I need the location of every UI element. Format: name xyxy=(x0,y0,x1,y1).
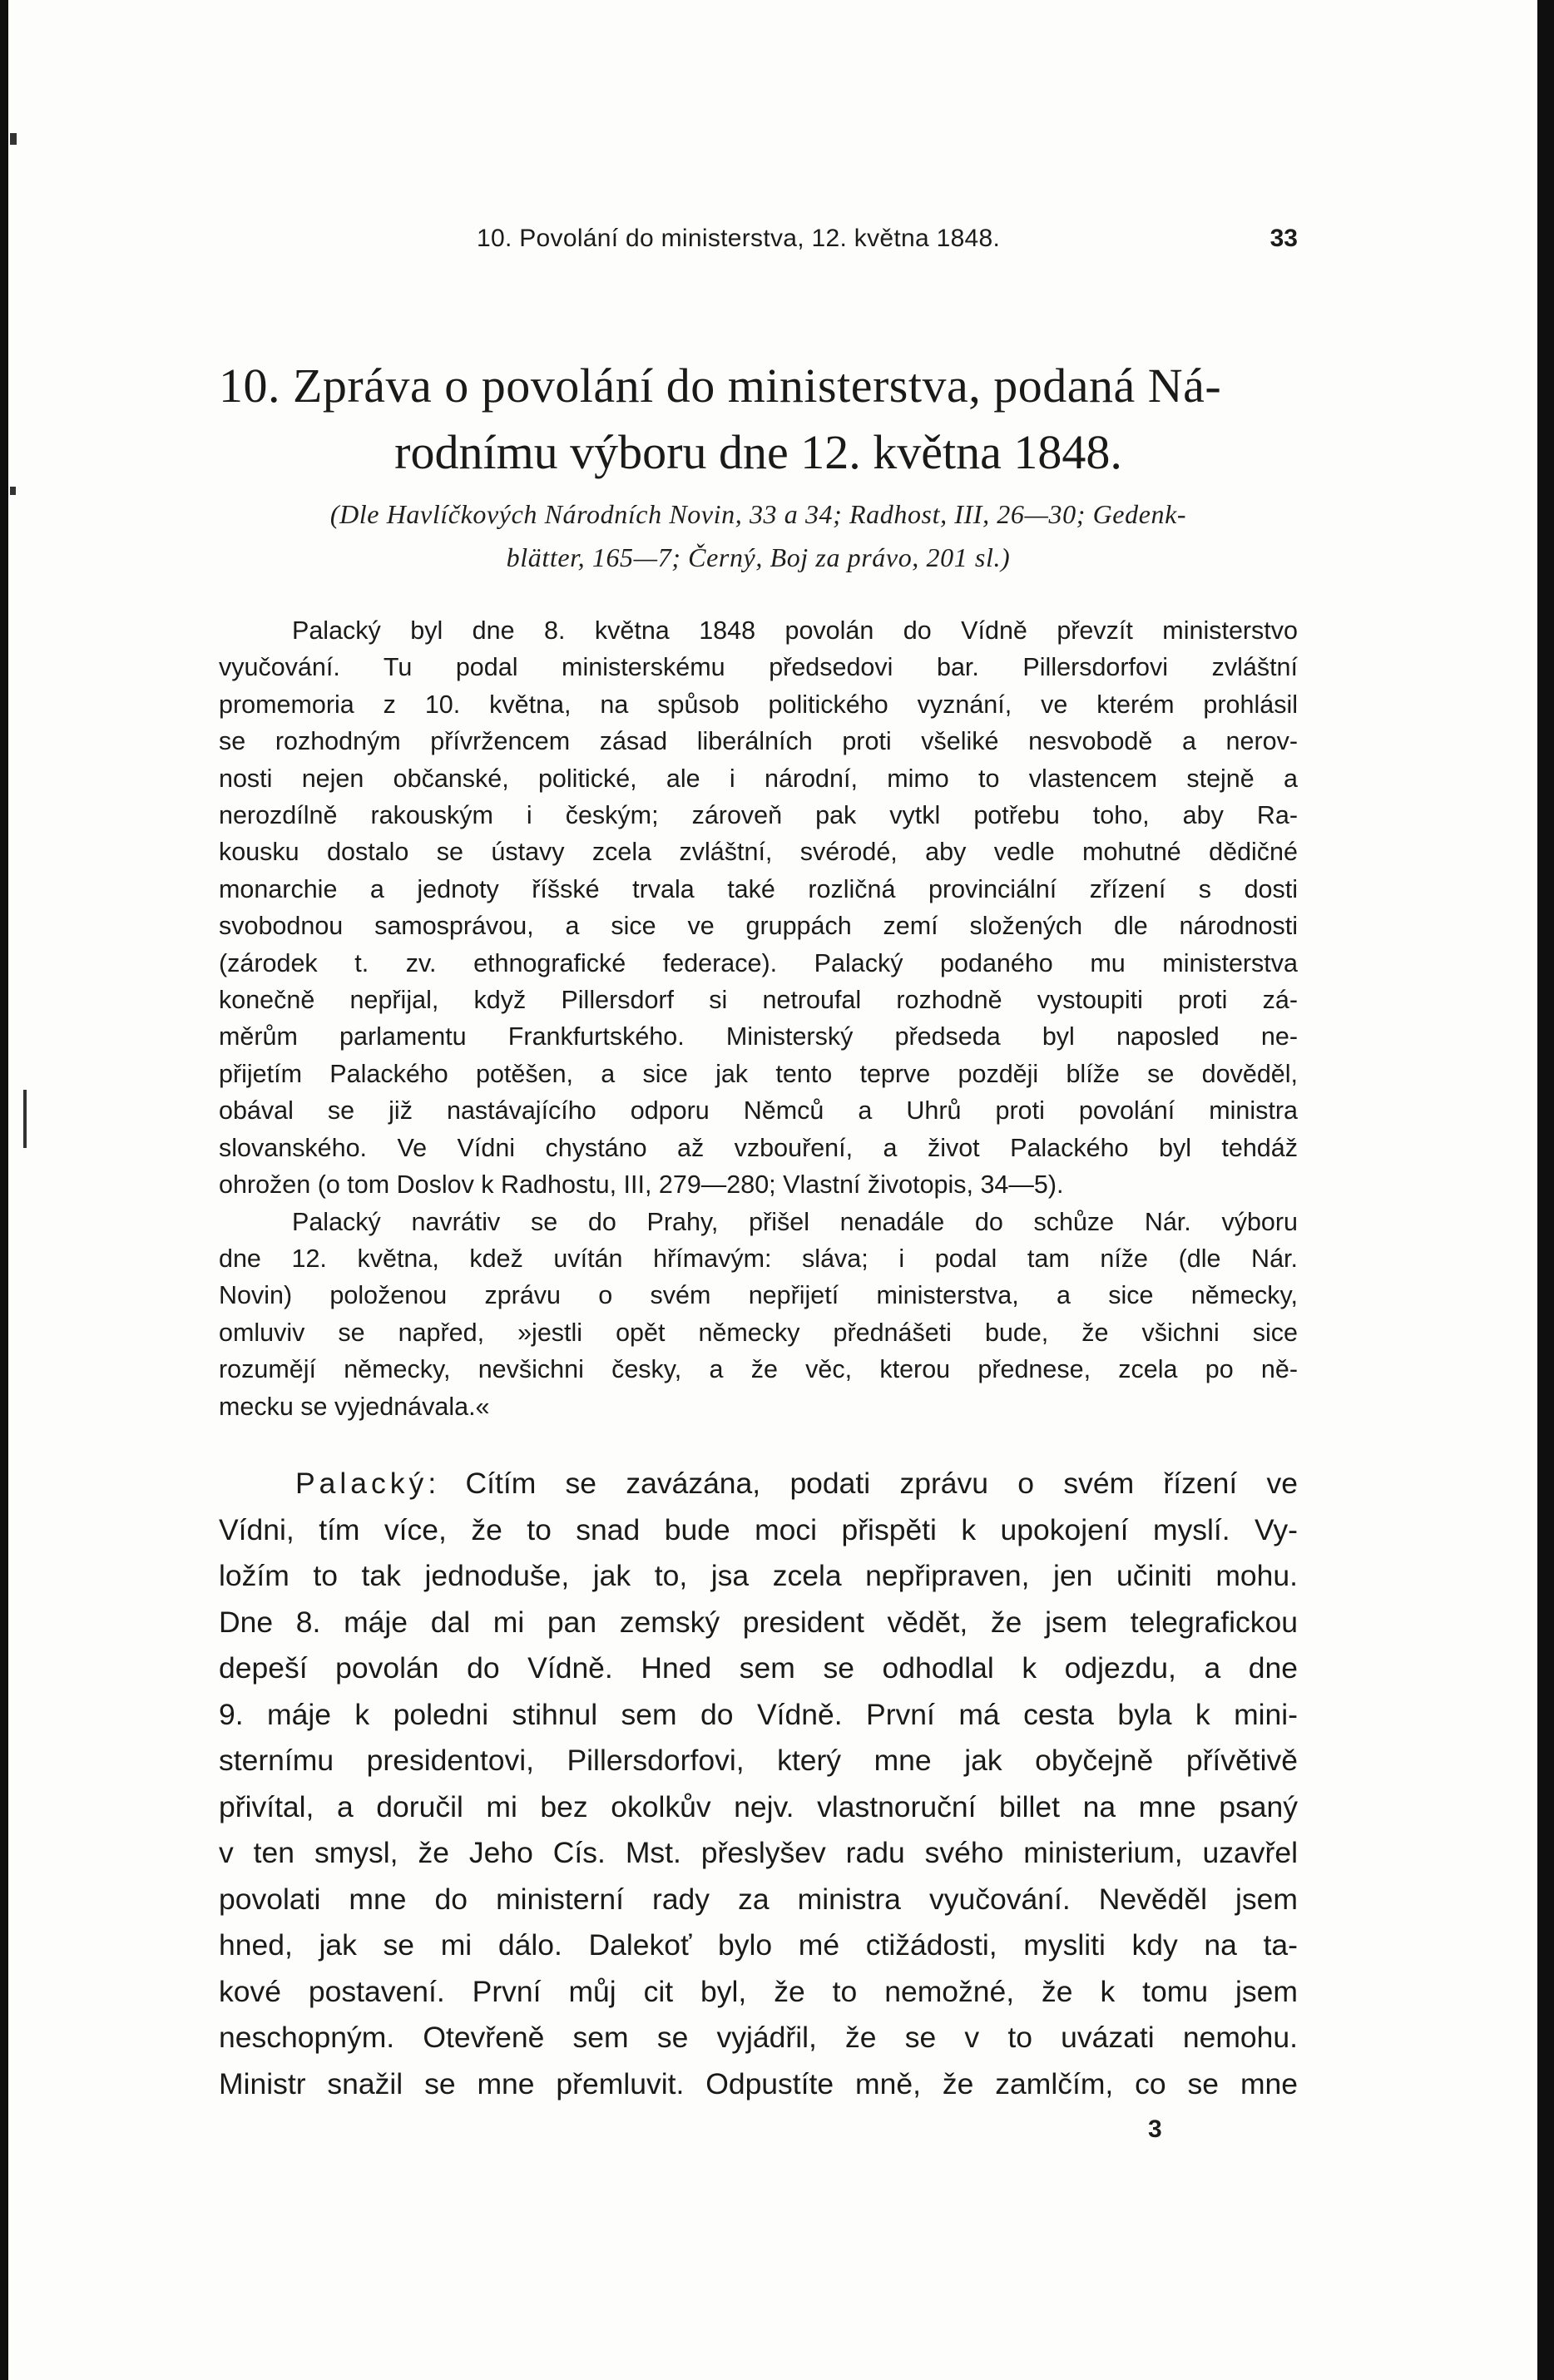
heading-line: 10. Zpráva o povolání do ministerstva, podaná Ná- xyxy=(219,359,1222,413)
source-citation xyxy=(219,492,1298,579)
text-line: se rozhodným přívržencem zásad liberálních proti všeliké nesvobodě a nerov- xyxy=(219,727,1298,756)
speech-first-line-text: : Cítím se zavázána, podati zprávu o svém řízení ve xyxy=(428,1467,1298,1500)
heading-line: rodnímu výboru dne 12. května 1848. xyxy=(394,425,1122,479)
text-line: kové postavení. První můj cit byl, že to nemožné, že k tomu jsem xyxy=(219,1974,1298,2008)
text-line: vyučování. Tu podal ministerskému předsedovi bar. Pillersdorfovi zvláštní xyxy=(219,653,1298,682)
speaker-name: Palacký xyxy=(295,1467,428,1500)
text-line: dne 12. května, kdež uvítán hřímavým: sláva; i podal tam níže (dle Nár. xyxy=(219,1244,1298,1273)
scan-right-edge xyxy=(1537,0,1554,2380)
scan-speck xyxy=(10,487,16,495)
text-line: Ministr snažil se mne přemluvit. Odpustíte mně, že zamlčím, co se mne xyxy=(219,2066,1298,2100)
text-line: monarchie a jednoty říšské trvala také rozličná provinciální zřízení s dosti xyxy=(219,874,1298,903)
text-line: promemoria z 10. května, na spůsob politického vyznání, ve kterém prohlásil xyxy=(219,690,1298,719)
text-line: přijetím Palackého potěšen, a sice jak tento teprve později blíže se dověděl, xyxy=(219,1059,1298,1088)
text-line: rozumějí německy, nevšichni česky, a že věc, kterou přednese, zcela po ně- xyxy=(219,1355,1298,1384)
intro-paragraphs xyxy=(219,612,1298,1425)
text-line: slovanského. Ve Vídni chystáno až vzbouření, a život Palackého byl tehdáž xyxy=(219,1133,1298,1162)
text-line: 9. máje k poledni stihnul sem do Vídně. První má cesta byla k mini- xyxy=(219,1697,1298,1731)
page-number: 33 xyxy=(1269,225,1298,252)
text-line: hned, jak se mi dálo. Dalekoť bylo mé ctižádosti, mysliti kdy na ta- xyxy=(219,1928,1298,1962)
source-line: (Dle Havlíčkových Národních Novin, 33 a 34; Radhost, III, 26—30; Gedenk- xyxy=(329,499,1187,529)
scan-left-edge xyxy=(0,0,8,2380)
running-head xyxy=(219,225,1298,258)
speech-text xyxy=(219,1461,1298,2107)
text-line: přivítal, a doručil mi bez okolkův nejv. vlastnoruční billet na mne psaný xyxy=(219,1789,1298,1823)
text-line: ložím to tak jednoduše, jak to, jsa zcela nepřipraven, jen učiniti mohu. xyxy=(219,1559,1298,1592)
text-line: nosti nejen občanské, politické, ale i národní, mimo to vlastencem stejně a xyxy=(219,764,1298,793)
text-line: neschopným. Otevřeně sem se vyjádřil, že se v to uvázati nemohu. xyxy=(219,2021,1298,2054)
section-heading xyxy=(219,353,1298,486)
text-line: ohrožen (o tom Doslov k Radhostu, III, 279—280; Vlastní životopis, 34—5). xyxy=(219,1170,1064,1200)
text-line: Palacký navrátiv se do Prahy, přišel nenadále do schůze Nár. výboru xyxy=(292,1207,1298,1236)
signature-mark: 3 xyxy=(1148,2115,1162,2143)
text-line: mecku se vyjednávala.« xyxy=(219,1392,490,1421)
text-line: měrům parlamentu Frankfurtského. Ministerský předseda byl naposled ne- xyxy=(219,1022,1298,1051)
text-line: svobodnou samosprávou, a sice ve gruppách zemí složených dle národnosti xyxy=(219,912,1298,941)
scan-speck xyxy=(10,133,17,145)
text-line: povolati mne do ministerní rady za ministra vyučování. Nevěděl jsem xyxy=(219,1882,1298,1916)
scan-speck xyxy=(23,1090,27,1148)
text-line: Novin) položenou zprávu o svém nepřijetí ministerstva, a sice německy, xyxy=(219,1281,1298,1310)
text-line: omluviv se napřed, »jestli opět německy přednášeti bude, že všichni sice xyxy=(219,1318,1298,1347)
text-line: konečně nepřijal, když Pillersdorf si netroufal rozhodně vystoupiti proti zá- xyxy=(219,986,1298,1015)
text-line: depeší povolán do Vídně. Hned sem se odhodlal k odjezdu, a dne xyxy=(219,1651,1298,1685)
text-line: Dne 8. máje dal mi pan zemský president vědět, že jsem telegrafickou xyxy=(219,1605,1298,1639)
running-head-title: 10. Povolání do ministerstva, 12. května 1848. xyxy=(477,225,1001,252)
text-line: sternímu presidentovi, Pillersdorfovi, který mne jak obyčejně přívětivě xyxy=(219,1744,1298,1777)
text-line: Vídni, tím více, že to snad bude moci přispěti k upokojení myslí. Vy- xyxy=(219,1512,1298,1546)
text-line: Palacký byl dne 8. května 1848 povolán do Vídně převzít ministerstvo xyxy=(292,616,1298,645)
text-line: v ten smysl, že Jeho Cís. Mst. přeslyšev radu svého ministerium, uzavřel xyxy=(219,1836,1298,1869)
text-line: (zárodek t. zv. ethnografické federace). Palacký podaného mu ministerstva xyxy=(219,948,1298,977)
text-line: obával se již nastávajícího odporu Němců a Uhrů proti povolání ministra xyxy=(219,1096,1298,1126)
source-line: blätter, 165—7; Černý, Boj za právo, 201 sl.) xyxy=(506,542,1011,572)
text-line: kousku dostalo se ústavy zcela zvláštní, svérodé, aby vedle mohutné dědičné xyxy=(219,838,1298,867)
text-line: nerozdílně rakouským i českým; zároveň pak vytkl potřebu toho, aby Ra- xyxy=(219,801,1298,830)
speech-first-line xyxy=(219,1461,1298,1507)
